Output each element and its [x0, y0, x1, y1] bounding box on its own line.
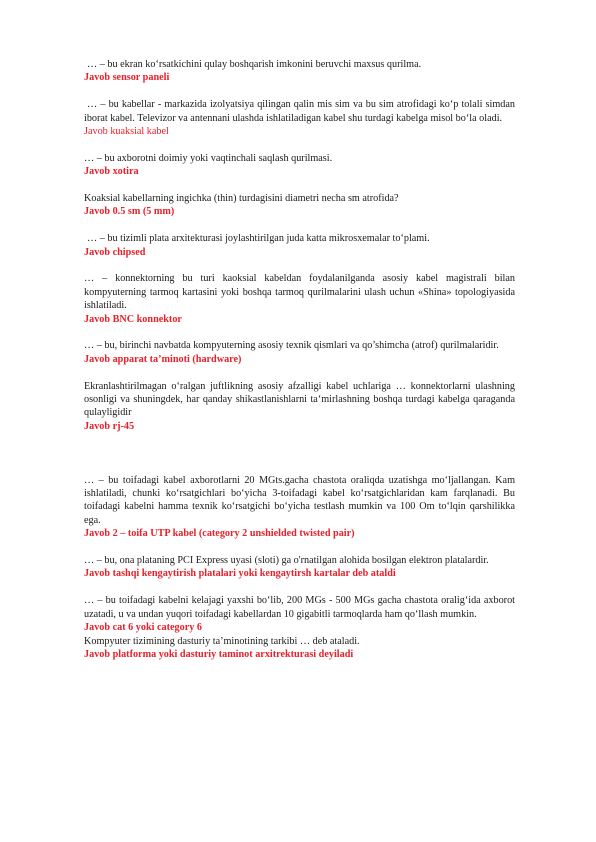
answer-text: Javob cat 6 yoki category 6	[84, 622, 202, 634]
answer-text: Javob 2 – toifa UTP kabel (category 2 unshielded twisted pair)	[84, 528, 355, 540]
question-block	[84, 635, 515, 662]
answer-text: Javob sensor paneli	[84, 72, 170, 84]
question-text: … – bu toifadagi kabelni kelajagi yaxshi bo‘lib, 200 MGs - 500 MGs gacha chastota oralig‘ida axborot uzatadi, u va undan yuqori toifadagi kabellardan 10 gigabitli tarmoqlarda ham qo‘llash mumkin.	[84, 595, 515, 620]
question-text: … – bu, birinchi navbatda kompyuterning asosiy texnik qismlari va qo’shimcha (atrof) qurilmalaridir.	[84, 340, 499, 352]
question-text: Koaksial kabellarning ingichka (thin) turdagisini diametri necha sm atrofida?	[84, 193, 399, 205]
question-block	[84, 152, 515, 179]
question-block	[84, 192, 515, 219]
question-text: … – bu toifadagi kabel axborotlarni 20 MGts.gacha chastota oraliqda uzatishga mo‘ljallangan. Kam ishlatiladi, chunki ko‘rsatgichlari bo‘yicha 3-toifadagi kabel ko‘rsatgichlaridan kam farqlanadi. Bu toifadagi kabelni hamma texnik ko‘rsatgichi bo‘yicha testlash mumkin va 100 Om to‘lqin qarshilikka ega.	[84, 474, 515, 526]
question-text: … – bu kabellar - markazida izolyatsiya qilingan qalin mis sim va bu sim atrofidagi ko‘p tolali simdan iborat kabel. Televizor va antennani ulashda ishlatiladigan kabel shu turdagi kabelga misol bo‘la oladi.	[84, 99, 515, 124]
question-block	[84, 98, 515, 138]
question-block	[84, 58, 515, 85]
question-block	[84, 339, 515, 366]
question-text: … – konnektorning bu turi kaoksial kabeldan foydalanilganda asosiy kabel magistrali bilan kompyuterning tarmoq kartasini yoki boshqa tarmoq qurilmalarini ulash uchun «Shina» topologiyasida ishlatiladi.	[84, 273, 515, 312]
answer-text: Javob rj-45	[84, 420, 135, 432]
answer-text: Javob platforma yoki dasturiy taminot arxitrekturasi deyiladi	[84, 648, 354, 660]
document-page	[84, 58, 515, 675]
answer-text: Javob chipsed	[84, 246, 146, 258]
answer-text: Javob kuaksial kabel	[84, 126, 169, 138]
question-block	[84, 272, 515, 326]
answer-text: Javob tashqi kengaytirish platalari yoki kengaytirsh kartalar deb ataldi	[84, 568, 396, 580]
question-text: … – bu tizimli plata arxitekturasi joylashtirilgan juda katta mikrosxemalar to‘plami.	[87, 233, 430, 245]
blank-space	[84, 447, 515, 474]
question-text: … – bu axborotni doimiy yoki vaqtinchali saqlash qurilmasi.	[84, 152, 333, 164]
answer-text: Javob apparat ta’minoti (hardware)	[84, 353, 242, 365]
question-text: Kompyuter tizimining dasturiy ta’minotining tarkibi … deb ataladi.	[84, 635, 360, 647]
question-text: … – bu ekran ko‘rsatkichini qulay boshqarish imkonini beruvchi maxsus qurilma.	[87, 59, 422, 70]
question-block	[84, 594, 515, 634]
question-text: … – bu, ona plataning PCI Express uyasi (sloti) ga o'rnatilgan alohida bosilgan elektron platalardir.	[84, 555, 489, 567]
answer-text: Javob xotira	[84, 166, 139, 178]
question-block	[84, 232, 515, 259]
question-block	[84, 554, 515, 581]
answer-text: Javob BNC konnektor	[84, 313, 182, 325]
answer-text: Javob 0.5 sm (5 mm)	[84, 206, 175, 218]
question-text: Ekranlashtirilmagan o‘ralgan juftlikning asosiy afzalligi kabel uchlariga … konnektorlarni ulashning osonligi va shuningdek, har qanday shikastlanishlarni ta‘mirlashning boshqa turdagi kabelga qaraganda qulayligidir	[84, 380, 515, 419]
question-block	[84, 380, 515, 434]
question-block	[84, 474, 515, 541]
